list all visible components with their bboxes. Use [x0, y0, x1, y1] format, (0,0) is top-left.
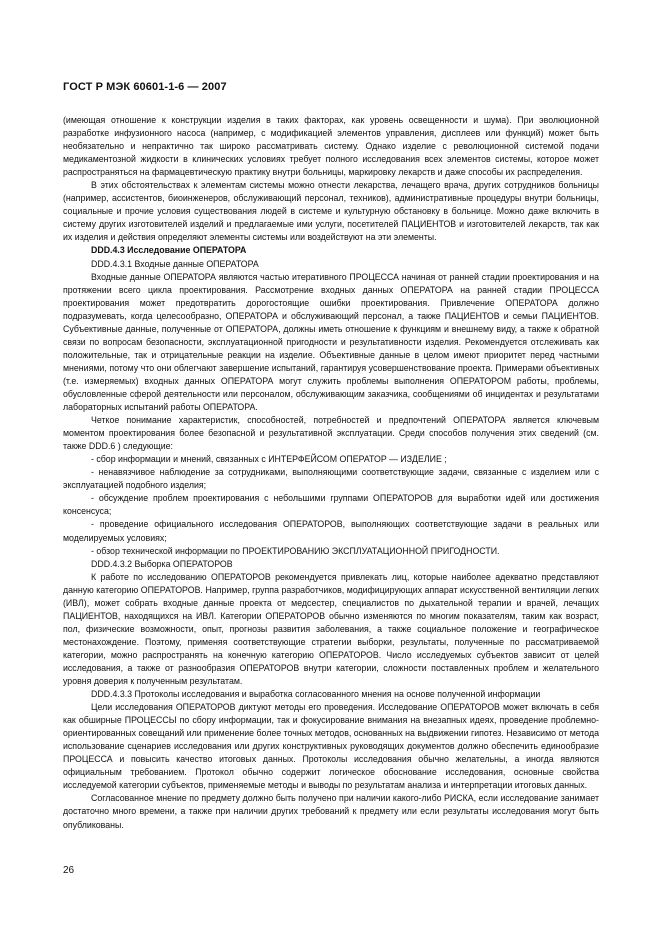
list-item: - ненавязчивое наблюдение за сотрудниками, выполняющими соответствующие задачи, связанные с изделием или с эксплуатацией подобного изделия; [63, 467, 599, 491]
document-body [63, 114, 599, 832]
section-heading: DDD.4.3 Исследование ОПЕРАТОРА [91, 245, 247, 256]
subsection-heading: DDD.4.3.2 Выборка ОПЕРАТОРОВ [91, 558, 233, 569]
paragraph: Согласованное мнение по предмету должно быть получено при наличии какого-либо РИСКА, если исследование занимает достаточно много времени, а также при наличии других требований к предмету или если результаты исследования могут быть опубликованы. [63, 793, 599, 830]
paragraph: Цели исследования ОПЕРАТОРОВ диктуют методы его проведения. Исследование ОПЕРАТОРОВ может включать в себя как обширные ПРОЦЕССЫ по сбору информации, так и фокусирование внимания на внезапных идеях, проведение проблемно-ориентированных совещаний или применение более точных методов, основанных на выдвижении гипотез. Независимо от метода использование сценариев исследования или других конструктивных руководящих документов должно обеспечить единообразие ПРОЦЕССА и повысить качество итоговых данных. Протоколы исследования обычно желательны, а иногда являются официальным требованием. Протокол обычно содержит логическое обоснование исследования, основные свойства исследуемой категории субъектов, применяемые методы и выводы по результатам анализа и интерпретации итоговых данных. [63, 702, 599, 791]
paragraph: Входные данные ОПЕРАТОРА являются частью итеративного ПРОЦЕССА начиная от ранней стадии проектирования и на протяжении всего цикла проектирования. Рассмотрение входных данных ОПЕРАТОРА на ранней стадии ПРОЦЕССА проектирования может предотвратить дорогостоящие ошибки проектирования. Привлечение ОПЕРАТОРА должно подразумевать, когда целесообразно, ОПЕРАТОРА и обслуживающий персонал, а также ПАЦИЕНТОВ и семьи ПАЦИЕНТОВ. Субъективные данные, полученные от ОПЕРАТОРА, должны иметь отношение к функциям и внешнему виду, а также к обратной связи по вопросам безопасности, эксплуатационной пригодности и результативности изделия. Рекомендуется отслеживать как положительные, так и отрицательные реакции на изделие. Объективные данные в целом имеют приоритет перед частными мнениями, потому что они облегчают завершение испытаний, гарантируя усовершенствование проекта. Примерами объективных (т.е. измеряемых) входных данных ОПЕРАТОРА могут служить проблемы выполнения ОПЕРАТОРОМ работы, проблемы, обусловленные сферой деятельности или персоналом, обслуживающим заказчика, сообщениями об инцидентах и результатами лабораторных испытаний работы ОПЕРАТОРА. [63, 271, 599, 413]
list-item: - сбор информации и мнений, связанных с ИНТЕРФЕЙСОМ ОПЕРАТОР — ИЗДЕЛИЕ ; [91, 454, 447, 465]
paragraph: К работе по исследованию ОПЕРАТОРОВ рекомендуется привлекать лиц, которые наиболее адекватно представляют данную категорию ОПЕРАТОРОВ. Например, группа разработчиков, модифицирующих аппарат искусственной вентиляции легких (ИВЛ), может собрать входные данные проекта от медсестер, специалистов по дыхательной терапии и врачей, лечащих ПАЦИЕНТОВ, находящихся на ИВЛ. Категории ОПЕРАТОРОВ обычно изменяются по многим показателям, таким как возраст, пол, физические возможности, опыт, прогнозы развития заболевания, а также социальное положение и географическое местонахождение. Поэтому, применяя соответствующие стратегии выборки, результаты, полученные по рассматриваемой категории, можно распространять на конечную категорию ОПЕРАТОРОВ. Число исследуемых субъектов зависит от целей исследования, а также от разнообразия ОПЕРАТОРОВ внутри категории, сложности поставленных проблем и желательного уровня доверия к полученным результатам. [63, 571, 599, 687]
paragraph: В этих обстоятельствах к элементам системы можно отнести лекарства, лечащего врача, других сотрудников больницы (например, ассистентов, биоинженеров, обслуживающий персонал, техников), административные процедуры внутри больницы, социальные и прочие условия существования людей в системе и культурную обстановку в больнице. Можно даже включить в систему других изготовителей изделий и предлагаемые ими услуги, посетителей ПАЦИЕНТОВ и изготовителей лекарств, так как их изделия и действия определяют элементы системы или воздействуют на эти элементы. [63, 180, 599, 243]
paragraph: Четкое понимание характеристик, способностей, потребностей и предпочтений ОПЕРАТОРА является ключевым моментом проектирования более безопасной и результативной эксплуатации. Среди способов получения этих сведений (см. также DDD.6 ) следующие: [63, 415, 599, 452]
paragraph: (имеющая отношение к конструкции изделия в таких факторах, как уровень освещенности и шума). При эволюционной разработке инфузионного насоса (например, с модификацией элементов управления, дисплеев или функций) может быть необязательно и непрактично так широко рассматривать систему. Однако изделие с революционной системой подачи медикаментозной жидкости в клинических условиях требует полного исследования всех элементов системы, которое может распространяться на фармацевтическую практику внутри больницы, маркировку лекарств и даже способы их распределения. [63, 115, 599, 178]
document-header: ГОСТ Р МЭК 60601-1-6 — 2007 [63, 81, 227, 93]
subsection-heading: DDD.4.3.1 Входные данные ОПЕРАТОРА [91, 258, 259, 269]
list-item: - обсуждение проблем проектирования с небольшими группами ОПЕРАТОРОВ для выработки идей или достижения консенсуса; [63, 493, 599, 517]
subsection-heading: DDD.4.3.3 Протоколы исследования и выработка согласованного мнения на основе полученной информации [91, 689, 541, 700]
list-item: - обзор технической информации по ПРОЕКТИРОВАНИЮ ЭКСПЛУАТАЦИОННОЙ ПРИГОДНОСТИ. [91, 545, 500, 556]
list-item: - проведение официального исследования ОПЕРАТОРОВ, выполняющих соответствующие задачи в реальных или моделируемых условиях; [63, 519, 599, 543]
page-number: 26 [63, 865, 75, 876]
